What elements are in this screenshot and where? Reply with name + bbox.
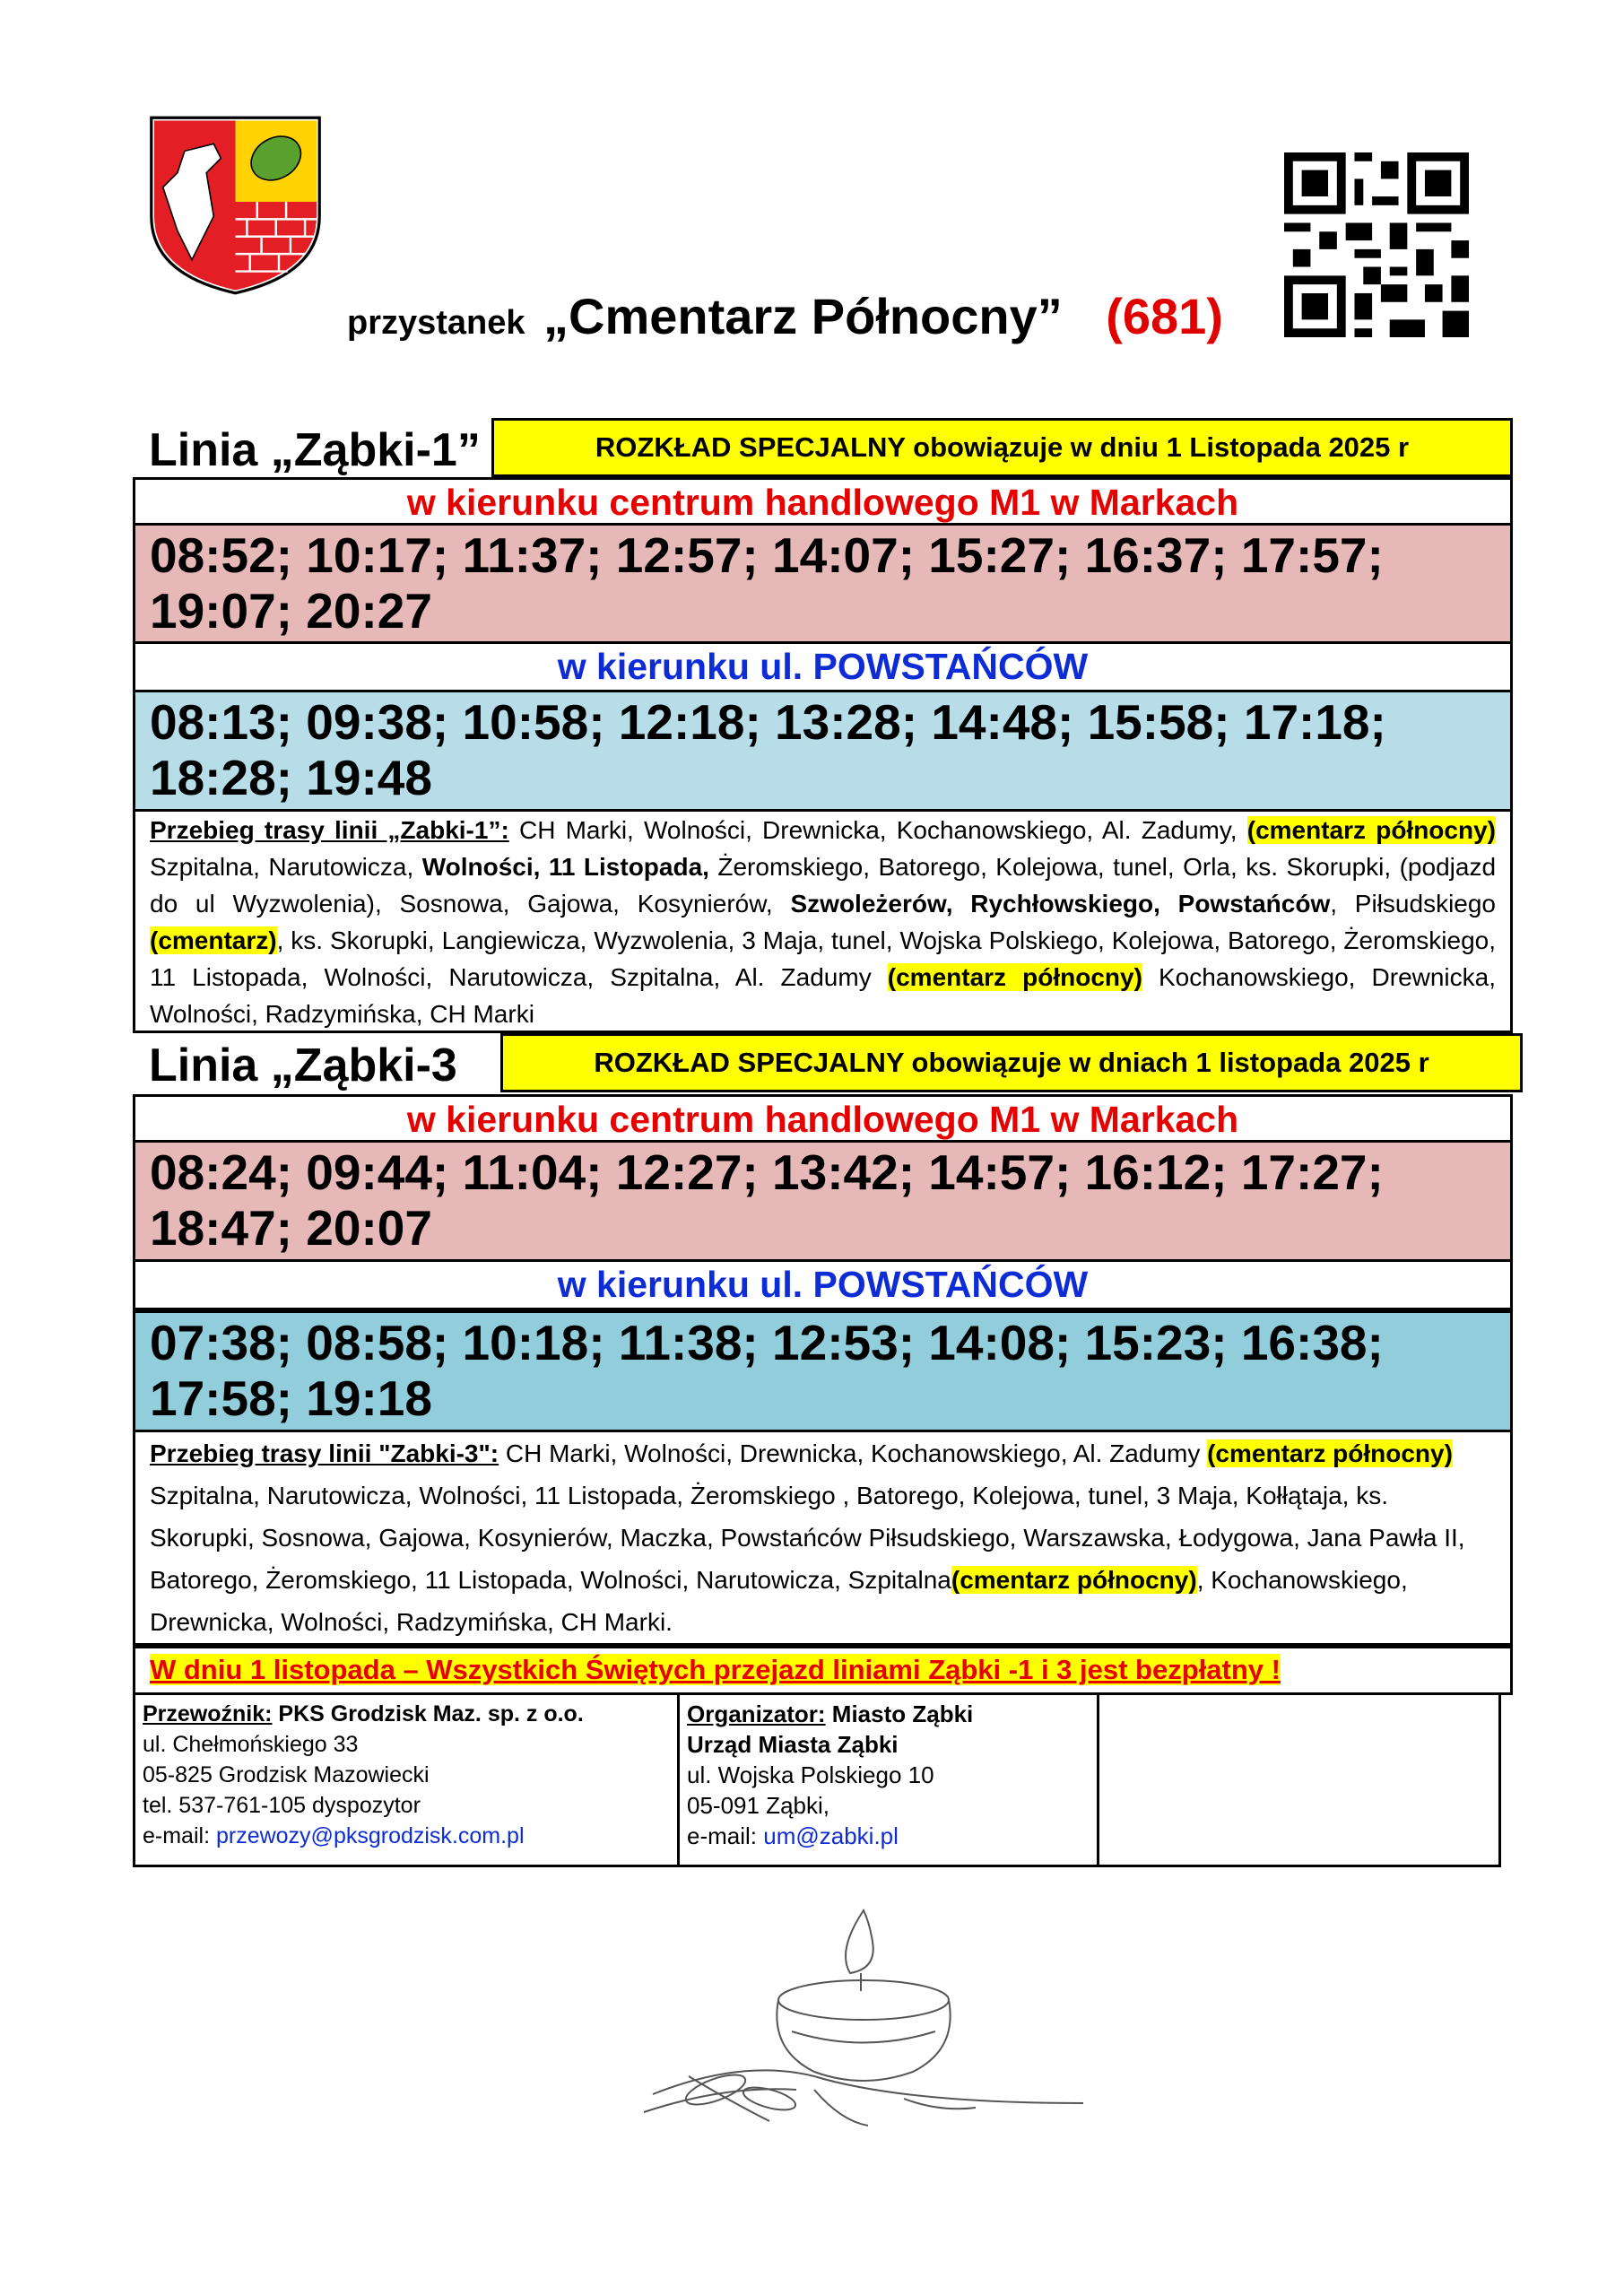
candle-illustration [635, 1897, 1092, 2135]
special-schedule-banner: ROZKŁAD SPECJALNY obowiązuje w dniach 1 listopada 2025 r [500, 1033, 1523, 1092]
carrier-phone: tel. 537-761-105 dyspozytor [143, 1793, 421, 1818]
carrier-label: Przewoźnik: [143, 1701, 273, 1726]
departure-times-m1: 08:24; 09:44; 11:04; 12:27; 13:42; 14:57; 16:12; 17:27; 18:47; 20:07 [133, 1143, 1513, 1262]
route-segment: Szwoleżerów, Rychłowskiego, Powstańców [790, 890, 1331, 918]
route-segment: , Kochanowskiego, Drewnicka, Wolności, Radzymińska, CH Marki. [150, 1566, 1408, 1636]
carrier-email-link[interactable]: przewozy@pksgrodzisk.com.pl [215, 1823, 525, 1848]
route-segment: CH Marki, Wolności, Drewnicka, Kochanowskiego, Al. Zadumy, [508, 816, 1247, 844]
direction-powstancow: w kierunku ul. POWSTAŃCÓW [133, 644, 1513, 692]
organizer-email-link[interactable]: um@zabki.pl [763, 1822, 899, 1849]
departure-times-powstancow: 08:13; 09:38; 10:58; 12:18; 13:28; 14:48; 15:58; 17:18; 18:28; 19:48 [133, 692, 1513, 812]
zabki-coat-of-arms-logo [148, 115, 323, 296]
route-label: Przebieg trasy linii „Zabki-1”: [150, 816, 509, 844]
cemetery-highlight: (cmentarz północny) [951, 1566, 1197, 1594]
route-description [133, 812, 1513, 1033]
organizer-label: Organizator: [687, 1700, 826, 1727]
organizer-info [680, 1695, 1099, 1865]
stop-label: przystanek [347, 304, 525, 342]
route-segment: Szpitalna, Narutowicza, [150, 853, 422, 881]
direction-m1: w kierunku centrum handlowego M1 w Markach [133, 477, 1513, 526]
email-label: e-mail: [143, 1823, 216, 1848]
route-segment: Szpitalna, Narutowicza, Wolności, 11 Listopada, Żeromskiego , Batorego, Kolejowa, tunel, 3 Maja, Kołłątaja, ks. Skorupki, Sosnowa, Gajowa, Kosynierów, Maczka, Powstańców Piłsudskiego, Warszawska, Łodygowa, Jana Pawła II, Batorego, Żeromskiego, 11 Listopada, Wolności, Narutowicza, Szpitalna [150, 1482, 1465, 1594]
carrier-name: PKS Grodzisk Maz. sp. z o.o. [272, 1701, 584, 1726]
route-description [133, 1432, 1513, 1646]
departure-times-powstancow: 07:38; 08:58; 10:18; 11:38; 12:53; 14:08; 15:23; 16:38; 17:58; 19:18 [133, 1310, 1513, 1432]
organizer-city: 05-091 Ząbki, [687, 1792, 829, 1819]
special-schedule-banner: ROZKŁAD SPECJALNY obowiązuje w dniu 1 Listopada 2025 r [491, 418, 1513, 477]
free-ride-notice [133, 1646, 1513, 1695]
footer-contacts [133, 1695, 1501, 1867]
line-name: Linia „Ząbki-3 [149, 1039, 457, 1091]
route-segment: , ks. Skorupki, Langiewicza, Wyzwolenia, 3 Maja, tunel, Wojska Polskiego, Kolejowa, Batorego, Żeromskiego, 11 Listopada, Wolności, Narutowicza, Szpitalna, Al. Zadumy [150, 926, 1496, 991]
departure-times-m1: 08:52; 10:17; 11:37; 12:57; 14:07; 15:27; 16:37; 17:57; 19:07; 20:27 [133, 526, 1513, 644]
organizer-office: Urząd Miasta Ząbki [687, 1731, 899, 1758]
stop-title [347, 287, 1223, 345]
empty-cell [1099, 1695, 1498, 1865]
carrier-street: ul. Chełmońskiego 33 [143, 1732, 359, 1757]
line-header-zabki-1 [133, 418, 1513, 477]
line-name: Linia „Ząbki-1” [149, 424, 481, 476]
carrier-city: 05-825 Grodzisk Mazowiecki [143, 1762, 430, 1787]
carrier-info [135, 1695, 680, 1865]
notice-text: W dniu 1 listopada – Wszystkich Świętych przejazd liniami Ząbki -1 i 3 jest bezpłatny ! [150, 1654, 1281, 1685]
route-segment: , Piłsudskiego [1330, 890, 1497, 918]
qr-code [1284, 152, 1469, 337]
direction-m1: w kierunku centrum handlowego M1 w Markach [133, 1094, 1513, 1143]
route-segment: CH Marki, Wolności, Drewnicka, Kochanowskiego, Al. Zadumy [499, 1439, 1208, 1467]
direction-powstancow: w kierunku ul. POWSTAŃCÓW [133, 1262, 1513, 1310]
stop-name: „Cmentarz Północny” [543, 288, 1063, 344]
email-label: e-mail: [687, 1822, 764, 1849]
route-label: Przebieg trasy linii "Zabki-3": [150, 1439, 499, 1467]
route-segment: Kochanowskiego, Drewnicka, Wolności, Radzymińska, CH Marki [150, 963, 1497, 1028]
route-segment: Żeromskiego, Batorego, Kolejowa, tunel, Orla, ks. Skorupki, (podjazd do ul Wyzwolenia), Sosnowa, Gajowa, Kosynierów, [150, 853, 1497, 918]
cemetery-highlight: (cmentarz północny) [1246, 816, 1496, 844]
cemetery-highlight: (cmentarz) [150, 926, 277, 954]
stop-number: (681) [1106, 288, 1223, 344]
organizer-street: ul. Wojska Polskiego 10 [687, 1761, 934, 1788]
line-header-zabki-3 [133, 1033, 1513, 1092]
cemetery-highlight: (cmentarz północny) [1207, 1439, 1453, 1467]
route-segment: Wolności, 11 Listopada, [421, 853, 709, 881]
cemetery-highlight: (cmentarz północny) [887, 963, 1142, 991]
organizer-name: Miasto Ząbki [825, 1700, 974, 1727]
